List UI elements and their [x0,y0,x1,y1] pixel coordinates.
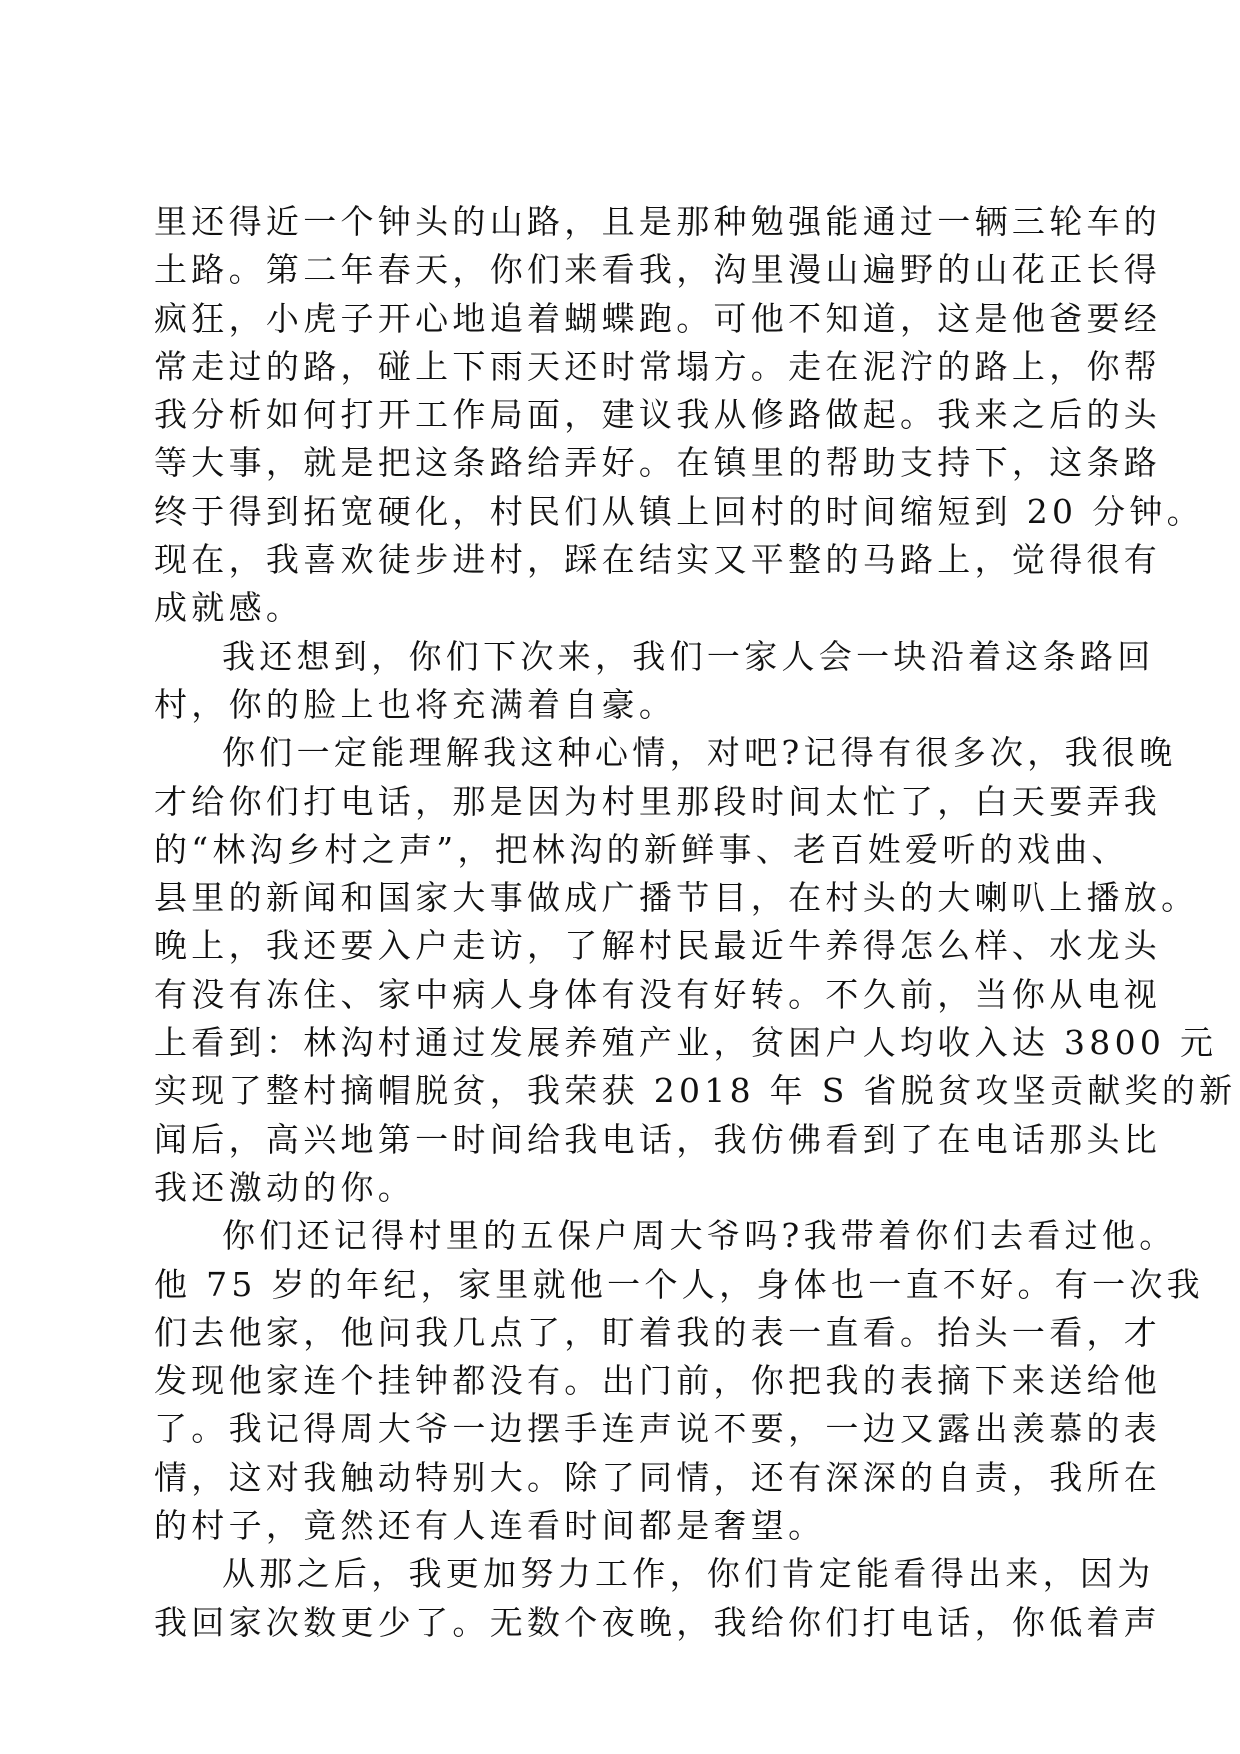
text-line: 我还想到，你们下次来，我们一家人会一块沿着这条路回 [222,636,1155,676]
text-line: 我分析如何打开工作局面，建议我从修路做起。我来之后的头 [154,395,1162,435]
paragraph-1 [154,198,1204,633]
text-line: 里还得近一个钟头的山路，且是那种勉强能通过一辆三轮车的 [154,202,1162,241]
text-line: 发现他家连个挂钟都没有。出门前，你把我的表摘下来送给他 [154,1361,1162,1401]
text-line: 们去他家，他问我几点了，盯着我的表一直看。抬头一看，才 [154,1312,1162,1352]
text-line: 疯狂，小虎子开心地追着蝴蝶跑。可他不知道，这是他爸要经 [154,298,1162,338]
letter-body [154,198,1237,1647]
text-line: 村，你的脸上也将充满着自豪。 [154,684,677,724]
text-line: 才给你们打电话，那是因为村里那段时间太忙了，白天要弄我 [154,781,1162,821]
text-line: 现在，我喜欢徒步进村，踩在结实又平整的马路上，觉得很有 [154,540,1162,580]
text-line: 我回家次数更少了。无数个夜晚，我给你们打电话，你低着声 [154,1602,1162,1642]
text-line: 等大事，就是把这条路给弄好。在镇里的帮助支持下，这条路 [154,443,1162,483]
paragraph-2 [154,633,1155,730]
text-line: 你们一定能理解我这种心情，对吧?记得有很多次，我很晚 [222,733,1177,773]
text-line: 他 75 岁的年纪，家里就他一个人，身体也一直不好。有一次我 [154,1264,1204,1304]
text-line: 县里的新闻和国家大事做成广播节目，在村头的大喇叭上播放。 [154,878,1199,918]
paragraph-5 [154,1550,1162,1647]
text-line: 你们还记得村里的五保户周大爷吗?我带着你们去看过他。 [222,1216,1177,1256]
text-line: 晚上，我还要入户走访，了解村民最近牛养得怎么样、水龙头 [154,926,1162,966]
text-line: 上看到：林沟村通过发展养殖产业，贫困户人均收入达 3800 元 [154,1023,1218,1063]
text-line: 常走过的路，碰上下雨天还时常塌方。走在泥泞的路上，你帮 [154,346,1162,386]
text-line: 闻后，高兴地第一时间给我电话，我仿佛看到了在电话那头比 [154,1119,1162,1159]
paragraph-4 [154,1212,1204,1550]
paragraph-3 [154,729,1237,1212]
text-line: 终于得到拓宽硬化，村民们从镇上回村的时间缩短到 20 分钟。 [154,491,1204,531]
text-line: 的村子，竟然还有人连看时间都是奢望。 [154,1506,826,1546]
text-line: 了。我记得周大爷一边摆手连声说不要，一边又露出羡慕的表 [154,1409,1162,1449]
text-line: 实现了整村摘帽脱贫，我荣获 2018 年 S 省脱贫攻坚贡献奖的新 [154,1071,1237,1111]
text-line: 从那之后，我更加努力工作，你们肯定能看得出来，因为 [222,1554,1155,1594]
text-line: 的“林沟乡村之声”，把林沟的新鲜事、老百姓爱听的戏曲、 [154,829,1129,869]
text-line: 有没有冻住、家中病人身体有没有好转。不久前，当你从电视 [154,974,1162,1014]
text-line: 情，这对我触动特别大。除了同情，还有深深的自责，我所在 [154,1457,1162,1497]
text-line: 成就感。 [154,588,304,628]
text-line: 我还激动的你。 [154,1167,416,1207]
text-line: 土路。第二年春天，你们来看我，沟里漫山遍野的山花正长得 [154,250,1162,290]
